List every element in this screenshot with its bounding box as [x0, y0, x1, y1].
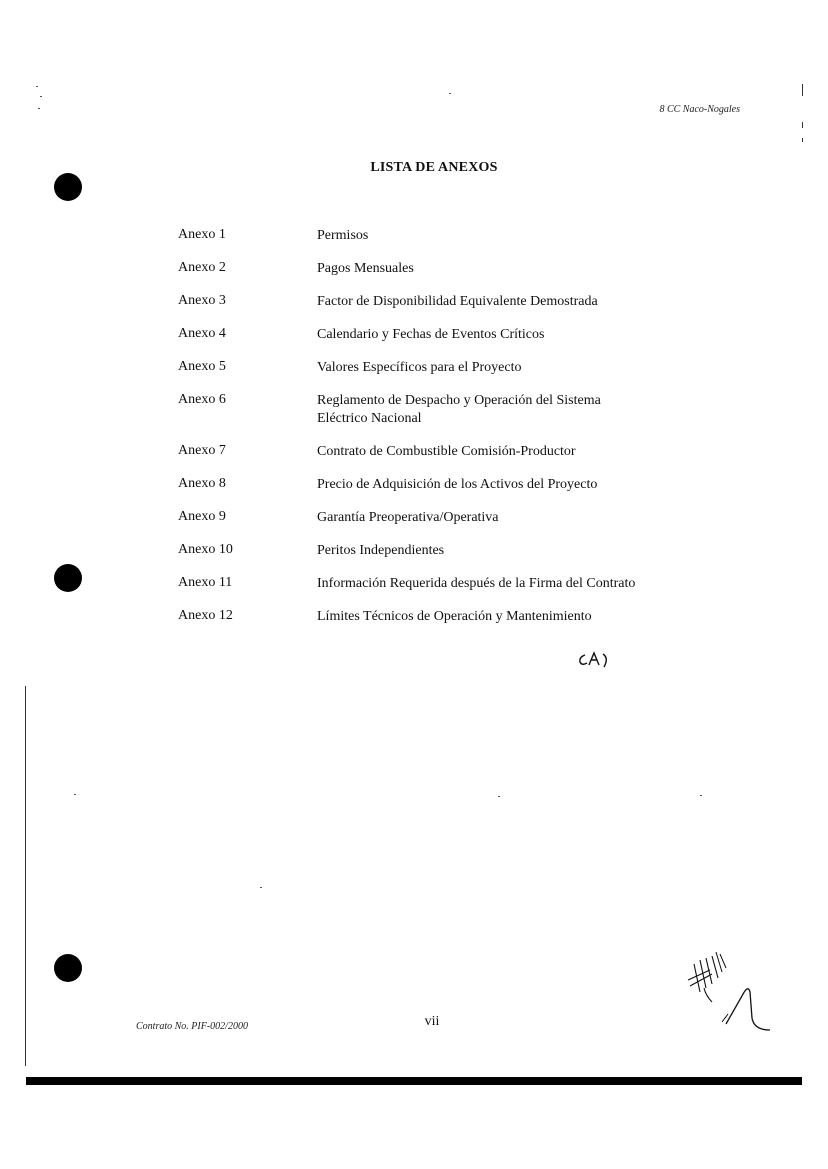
annex-number: Anexo 4 [178, 326, 226, 341]
scan-speck [74, 794, 76, 795]
project-name: 8 CC Naco-Nogales [659, 104, 740, 115]
handwritten-initials [576, 648, 616, 672]
annex-number: Anexo 7 [178, 443, 226, 458]
annex-number: Anexo 8 [178, 476, 226, 491]
scan-speck [700, 795, 702, 796]
annex-number: Anexo 3 [178, 293, 226, 308]
annex-title: Información Requerida después de la Firma del Contrato [317, 576, 636, 591]
annex-title: Peritos Independientes [317, 543, 445, 558]
scan-speck [498, 796, 500, 797]
annex-title: Permisos [317, 228, 369, 243]
scan-speck [260, 887, 262, 888]
punch-hole [54, 564, 82, 592]
punch-hole [54, 954, 82, 982]
scan-edge-mark [802, 122, 803, 128]
annex-number: Anexo 2 [178, 260, 226, 275]
scan-edge-mark [802, 84, 803, 96]
scan-edge-mark [802, 138, 803, 142]
punch-hole [54, 173, 82, 201]
annex-title: Garantía Preoperativa/Operativa [317, 510, 499, 525]
signature [680, 944, 790, 1039]
contract-number: Contrato No. PIF-002/2000 [136, 1021, 248, 1032]
annex-number: Anexo 12 [178, 608, 233, 623]
page-title: LISTA DE ANEXOS [370, 160, 498, 175]
annex-number: Anexo 6 [178, 392, 226, 407]
annex-title: Calendario y Fechas de Eventos Críticos [317, 327, 545, 342]
annex-title: Precio de Adquisición de los Activos del Proyecto [317, 477, 598, 492]
annex-title: Valores Específicos para el Proyecto [317, 360, 522, 375]
annex-number: Anexo 5 [178, 359, 226, 374]
scan-edge-mark [25, 686, 26, 1066]
annex-number: Anexo 9 [178, 509, 226, 524]
annex-title: Reglamento de Despacho y Operación del Sistema Eléctrico Nacional [317, 393, 601, 426]
scan-border [26, 1077, 802, 1085]
scan-speck [38, 108, 40, 109]
annex-number: Anexo 11 [178, 575, 233, 590]
scan-speck [36, 86, 38, 87]
page-number: vii [424, 1014, 440, 1029]
scan-speck [40, 96, 42, 97]
annex-number: Anexo 10 [178, 542, 233, 557]
annex-title: Factor de Disponibilidad Equivalente Demostrada [317, 294, 598, 309]
annex-title: Límites Técnicos de Operación y Mantenimiento [317, 609, 592, 624]
annex-number: Anexo 1 [178, 227, 226, 242]
annex-title: Pagos Mensuales [317, 261, 414, 276]
annex-title: Contrato de Combustible Comisión-Productor [317, 444, 576, 459]
scan-speck [449, 93, 451, 94]
